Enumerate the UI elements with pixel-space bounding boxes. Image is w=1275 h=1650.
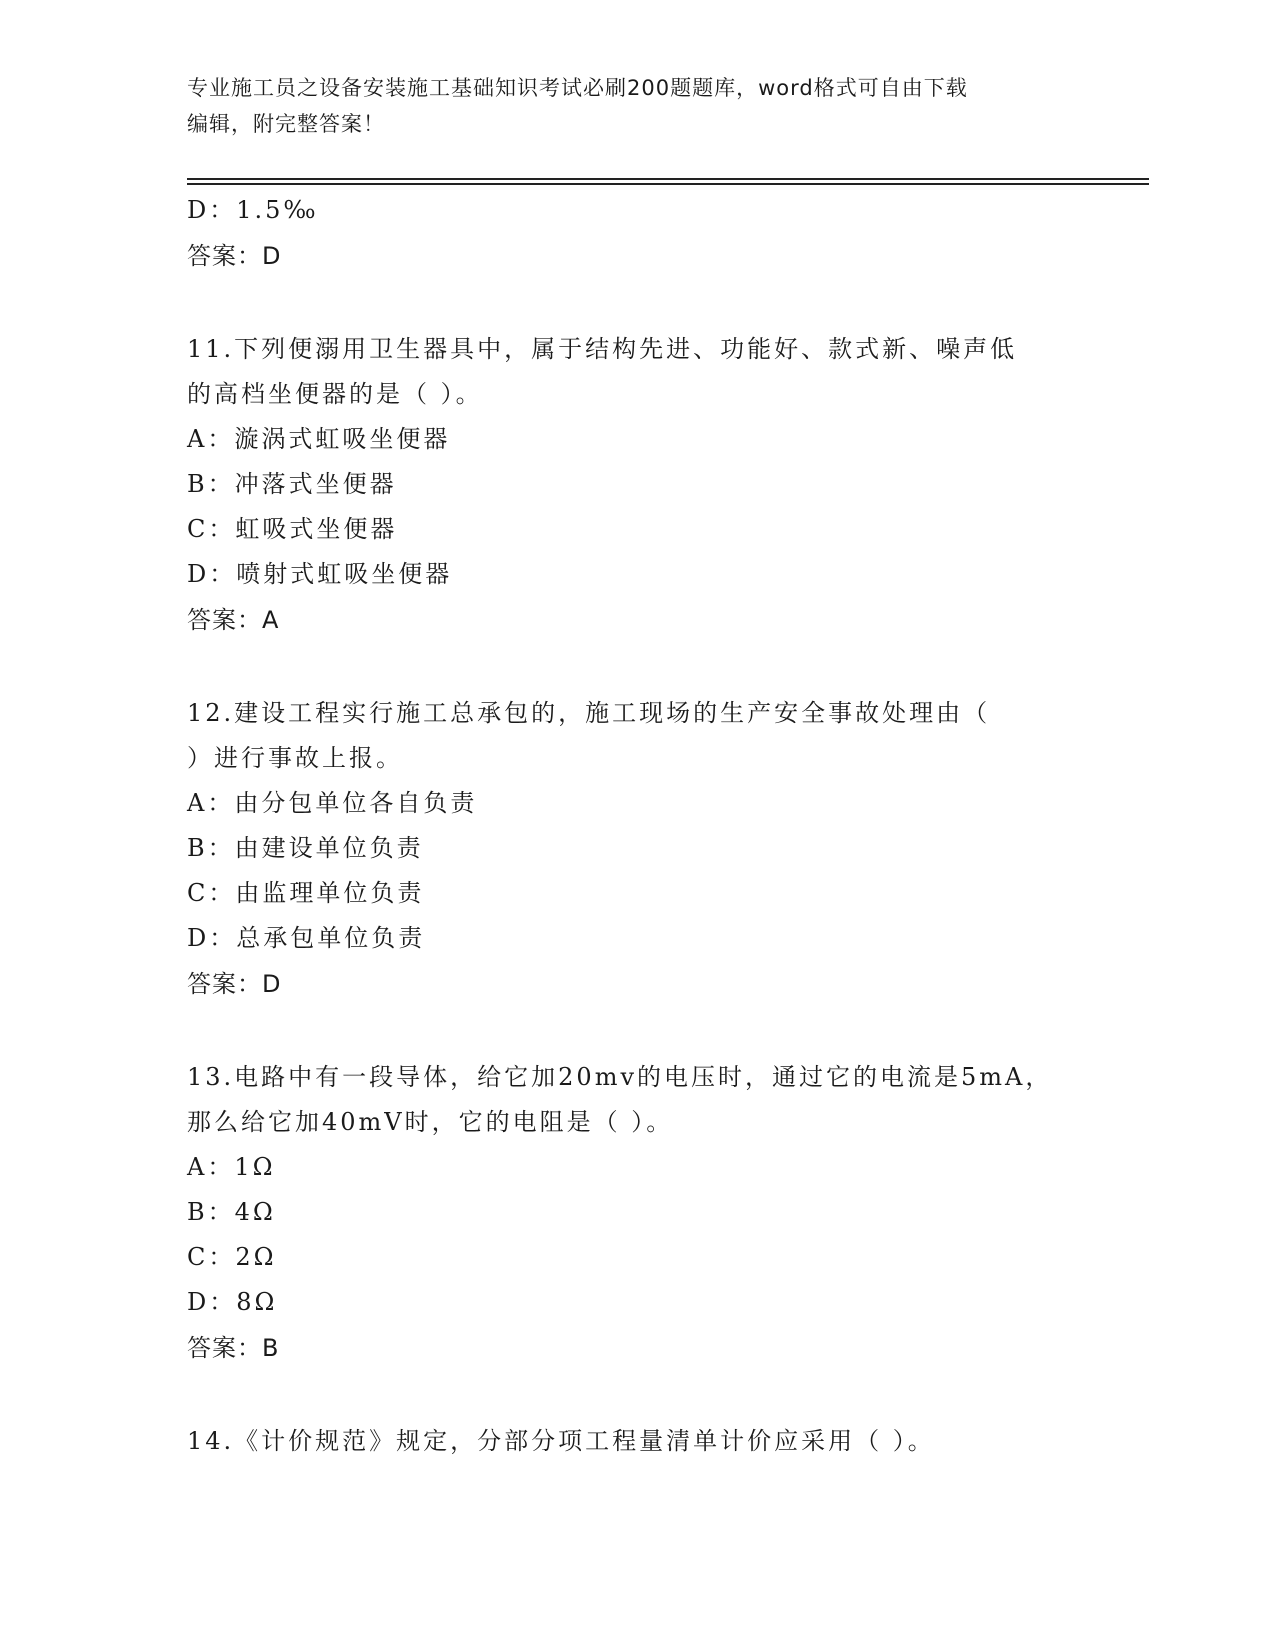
header-divider-top [187,178,1149,180]
question-stem: 12.建设工程实行施工总承包的，施工现场的生产安全事故处理由（ [187,699,991,727]
option-a: A：1Ω [187,1153,276,1181]
question-stem: 那么给它加40mV时，它的电阻是（ ）。 [187,1108,674,1136]
option-a: A：由分包单位各自负责 [187,789,478,817]
option-d: D：8Ω [187,1288,278,1316]
option-d: D：1.5‰ [187,196,319,224]
option-c: C：2Ω [187,1243,277,1271]
option-b: B：冲落式坐便器 [187,470,397,498]
question-stem: ）进行事故上报。 [187,744,403,772]
header-line-2: 编辑，附完整答案！ [187,112,385,136]
option-c: C：由监理单位负责 [187,879,425,907]
option-d: D：喷射式虹吸坐便器 [187,560,453,588]
question-stem: 的高档坐便器的是（ ）。 [187,380,483,408]
document-header [187,70,1067,142]
answer-label: 答案：A [187,606,280,634]
header-line-1: 专业施工员之设备安装施工基础知识考试必刷200题题库，word格式可自由下载 [187,76,968,100]
question-11 [187,327,1087,643]
question-13 [187,1055,1087,1371]
option-d: D：总承包单位负责 [187,924,426,952]
option-c: C：虹吸式坐便器 [187,515,398,543]
previous-question-tail [187,188,1087,279]
question-stem: 14.《计价规范》规定，分部分项工程量清单计价应采用（ ）。 [187,1427,935,1455]
answer-label: 答案：B [187,1334,280,1362]
answer-label: 答案：D [187,970,282,998]
question-content [187,188,1087,1464]
header-divider-bottom [187,183,1149,185]
question-stem: 13.电路中有一段导体，给它加20mv的电压时，通过它的电流是5mA， [187,1063,1053,1091]
question-stem: 11.下列便溺用卫生器具中，属于结构先进、功能好、款式新、噪声低 [187,335,1018,363]
option-a: A：漩涡式虹吸坐便器 [187,425,451,453]
option-b: B：由建设单位负责 [187,834,424,862]
answer-label: 答案：D [187,242,282,270]
option-b: B：4Ω [187,1198,276,1226]
question-12 [187,691,1087,1007]
question-14 [187,1419,1087,1464]
